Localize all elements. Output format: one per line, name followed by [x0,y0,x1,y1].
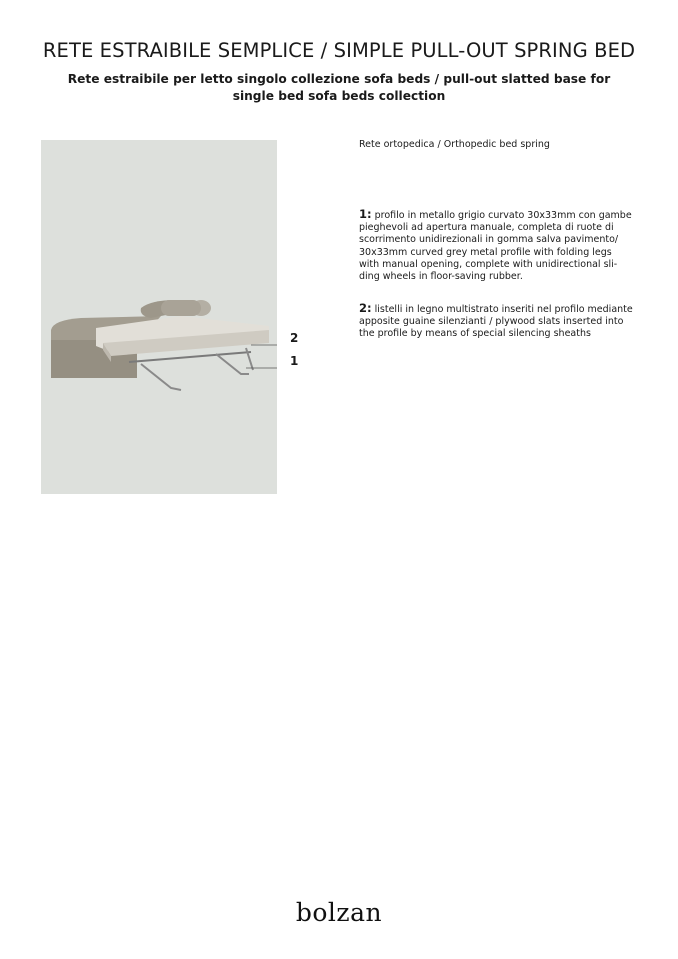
spec-number: 2: [359,301,372,315]
subtitle-line: Rete estraibile per letto singolo collezione sofa beds / pull-out slatted base for [67,72,611,86]
spec-line: listelli in legno multistrato inseriti nel profilo mediante [371,304,633,315]
subtitle-line: single bed sofa beds collection [232,89,446,103]
brand-logo: bolzan [295,898,383,927]
spec-line: the profile by means of special silencing sheaths [359,328,591,340]
page-subtitle [60,71,618,105]
spec-line: 30x33mm curved grey metal profile with folding legs [359,246,612,258]
section-heading: Rete ortopedica / Orthopedic bed spring [359,139,550,150]
spec-line: with manual opening, complete with unidirectional sli- [359,258,618,270]
spec-line: apposite guaine silenzianti / plywood slats inserted into [359,316,624,328]
spec-item-2 [359,302,641,341]
spec-line: pieghevoli ad apertura manuale, completa di ruote di [359,222,614,234]
product-photo [41,140,277,494]
spec-number: 1: [359,207,372,221]
callout-number-2: 2 [290,331,299,345]
spec-line: profilo in metallo grigio curvato 30x33mm con gambe [371,210,632,221]
spec-line: scorrimento unidirezionali in gomma salva pavimento/ [359,234,619,246]
page-title: RETE ESTRAIBILE SEMPLICE / SIMPLE PULL-OUT SPRING BED [42,39,636,62]
spec-item-1 [359,208,641,283]
spec-line: ding wheels in floor-saving rubber. [359,271,523,283]
callout-number-1: 1 [290,354,299,368]
sofa-bed-illustration [41,140,277,494]
